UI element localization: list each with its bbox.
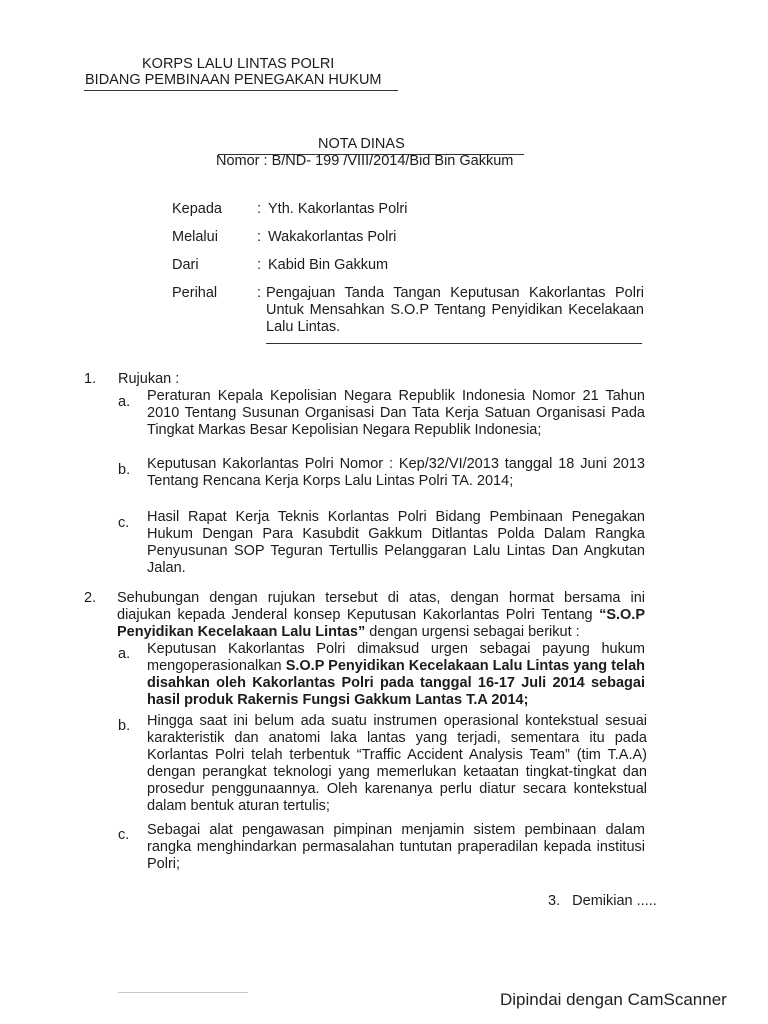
section-2-intro	[117, 590, 645, 641]
section-2a-bold: S.O.P Penyidikan Kecelakaan Lalu Lintas yang telah disahkan oleh Kakorlantas Polri pada tanggal 16-17 Juli 2014 sebagai hasil produk Rakernis Fungsi Gakkum Lantas T.A 2014;	[147, 658, 645, 708]
perihal-underline	[266, 343, 642, 344]
section-2b-marker: b.	[118, 718, 131, 734]
section-1c-text: Hasil Rapat Kerja Teknis Korlantas Polri Bidang Pembinaan Penegakan Hukum Dengan Para Kasubdit Gakkum Ditlantas Polda Dalam Rangka Penyusunan SOP Teguran Tertullis Pelanggaran Lalu Lintas Dan Angkutan Jalan.	[147, 509, 645, 576]
kepada-colon: :	[257, 201, 262, 217]
perihal-colon: :	[257, 285, 262, 301]
document-title: NOTA DINAS	[318, 136, 405, 152]
melalui-value: Wakakorlantas Polri	[268, 229, 397, 245]
kepada-value: Yth. Kakorlantas Polri	[268, 201, 408, 217]
camscanner-watermark: Dipindai dengan CamScanner	[500, 990, 727, 1009]
section-2-intro-bold: “S.O.P Penyidikan Kecelakaan Lalu Lintas”	[117, 607, 645, 640]
section-2a-plain: Keputusan Kakorlantas Polri dimaksud urgen sebagai payung hukum mengoperasionalkan	[147, 641, 645, 674]
melalui-colon: :	[257, 229, 262, 245]
perihal-value: Pengajuan Tanda Tangan Keputusan Kakorlantas Polri Untuk Mensahkan S.O.P Tentang Penyidikan Kecelakaan Lalu Lintas.	[266, 285, 644, 335]
section-1-heading: Rujukan :	[118, 371, 180, 387]
section-2-intro-tail: dengan urgensi sebagai berikut :	[369, 624, 580, 640]
section-2a-text	[147, 641, 645, 709]
section-2-intro-plain: Sehubungan dengan rujukan tersebut di atas, dengan hormat bersama ini diajukan kepada Jenderal konsep Keputusan Kakorlantas Polri Tentang	[117, 590, 645, 623]
header-line-1: KORPS LALU LINTAS POLRI	[142, 56, 335, 72]
perihal-label: Perihal	[172, 285, 218, 301]
section-2a-marker: a.	[118, 646, 131, 662]
kepada-label: Kepada	[172, 201, 222, 217]
scan-artifact-line	[118, 992, 248, 993]
section-1a-text: Peraturan Kepala Kepolisian Negara Republik Indonesia Nomor 21 Tahun 2010 Tentang Susunan Organisasi Dan Tata Kerja Satuan Organisasi Pada Tingkat Markas Besar Kepolisian Negara Republik Indonesia;	[147, 388, 645, 438]
header-underline	[84, 90, 398, 91]
section-1b-text: Keputusan Kakorlantas Polri Nomor : Kep/32/VI/2013 tanggal 18 Juni 2013 Tentang Rencana Kerja Korps Lalu Lintas Polri TA. 2014;	[147, 456, 645, 489]
dari-colon: :	[257, 257, 262, 273]
continuation-text: 3. Demikian .....	[548, 893, 657, 909]
section-2c-marker: c.	[118, 827, 130, 843]
section-1a-marker: a.	[118, 394, 131, 410]
section-1c-marker: c.	[118, 515, 130, 531]
section-2-number: 2.	[84, 590, 97, 606]
document-number: Nomor : B/ND- 199 /VIII/2014/Bid Bin Gakkum	[216, 153, 514, 169]
section-2b-text: Hingga saat ini belum ada suatu instrumen operasional kontekstual sesuai karakteristik dan anatomi laka lantas yang terjadi, sementara itu pada Korlantas Polri telah terbentuk “Traffic Accident Analysis Team” (tim T.A.A) dengan perangkat teknologi yang memerlukan ketaatan tingkat-tingkat dan prosedur penggunaannya. Oleh karenanya perlu diatur secara kontekstual dalam bentuk aturan tertulis;	[147, 713, 647, 814]
melalui-label: Melalui	[172, 229, 218, 245]
dari-value: Kabid Bin Gakkum	[268, 257, 389, 273]
dari-label: Dari	[172, 257, 199, 273]
section-1b-marker: b.	[118, 462, 131, 478]
section-2c-text: Sebagai alat pengawasan pimpinan menjamin sistem pembinaan dalam rangka menghindarkan permasalahan tuntutan praperadilan kepada institusi Polri;	[147, 822, 645, 872]
header-line-2: BIDANG PEMBINAAN PENEGAKAN HUKUM	[85, 72, 382, 88]
section-1-number: 1.	[84, 371, 97, 387]
